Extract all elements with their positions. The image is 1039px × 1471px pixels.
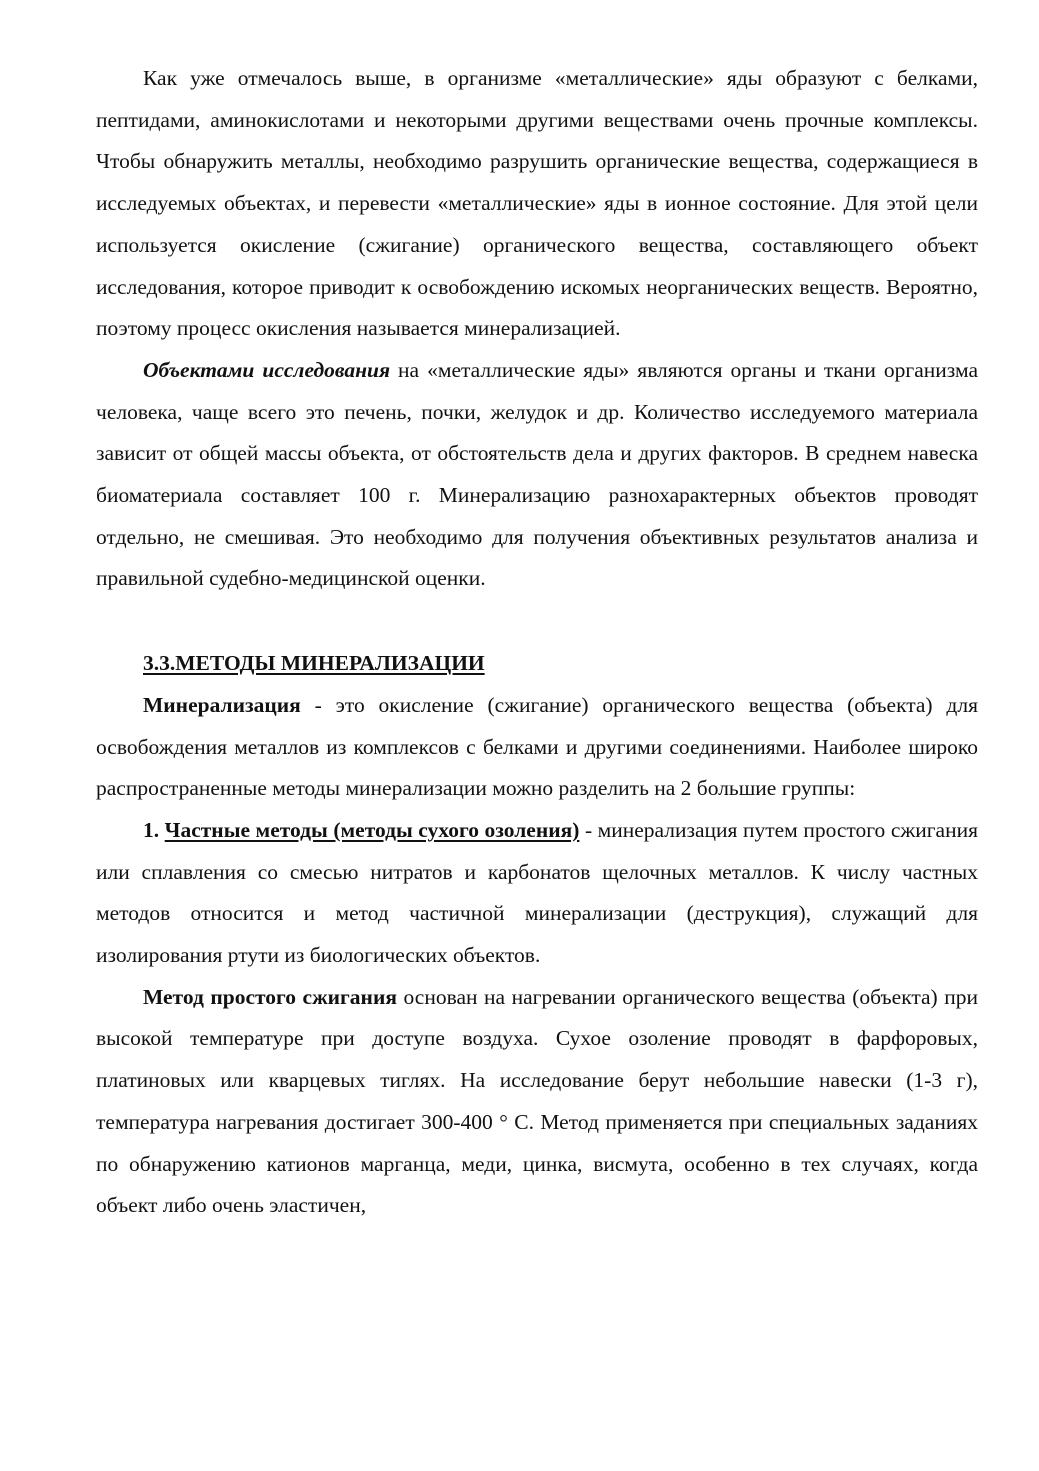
objects-term: Объектами исследования — [143, 357, 391, 382]
paragraph-mineralization-text: - это окисление (сжигание) органического вещества (объекта) для освобождения металлов из комплексов с белками и другими соединениями. Наиболее широко распространенные методы минерализации можно разделить на 2 большие группы: — [96, 692, 978, 801]
section-heading: 3.3.МЕТОДЫ МИНЕРАЛИЗАЦИИ — [143, 651, 485, 676]
paragraph-simple-burning — [96, 977, 978, 1227]
private-methods-term: Частные методы (методы сухого озоления) — [164, 817, 580, 842]
mineralization-term: Минерализация — [143, 692, 301, 717]
paragraph-objects — [96, 350, 978, 600]
paragraph-intro-text: Как уже отмечалось выше, в организме «металлические» яды образуют с белками, пептидами, аминокислотами и некоторыми другими веществами очень прочные комплексы. Чтобы обнаружить металлы, необходимо разрушить органические вещества, содержащиеся в исследуемых объектах, и перевести «металлические» яды в ионное состояние. Для этой цели используется окисление (сжигание) органического вещества, составляющего объект исследования, которое приводит к освобождению искомых неорганических веществ. Вероятно, поэтому процесс окисления называется минерализацией. — [96, 66, 978, 341]
simple-burning-term: Метод простого сжигания — [143, 984, 397, 1009]
paragraph-private-methods-text: - минерализация путем простого сжигания или сплавления со смесью нитратов и карбонатов щелочных металлов. К числу частных методов относится и метод частичной минерализации (деструкция), служащий для изолирования ртути из биологических объектов. — [96, 817, 978, 968]
list-number: 1. — [143, 817, 165, 842]
paragraph-objects-text: на «металлические яды» являются органы и ткани организма человека, чаще всего это печень, почки, желудок и др. Количество исследуемого материала зависит от общей массы объекта, от обстоятельств дела и других факторов. В среднем навеска биоматериала составляет 100 г. Минерализацию разнохарактерных объектов проводят отдельно, не смешивая. Это необходимо для получения объективных результатов анализа и правильной судебно-медицинской оценки. — [96, 357, 978, 591]
section-spacer — [96, 600, 978, 643]
paragraph-simple-burning-text: основан на нагревании органического вещества (объекта) при высокой температуре при доступе воздуха. Сухое озоление проводят в фарфоровых, платиновых или кварцевых тиглях. На исследование берут небольшие навески (1-3 г), температура нагревания достигает 300-400 ° С. Метод применяется при специальных заданиях по обнаружению катионов марганца, меди, цинка, висмута, особенно в тех случаях, когда объект либо очень эластичен, — [96, 984, 979, 1218]
paragraph-private-methods — [96, 810, 978, 977]
paragraph-mineralization — [96, 685, 978, 810]
paragraph-intro — [96, 58, 978, 350]
